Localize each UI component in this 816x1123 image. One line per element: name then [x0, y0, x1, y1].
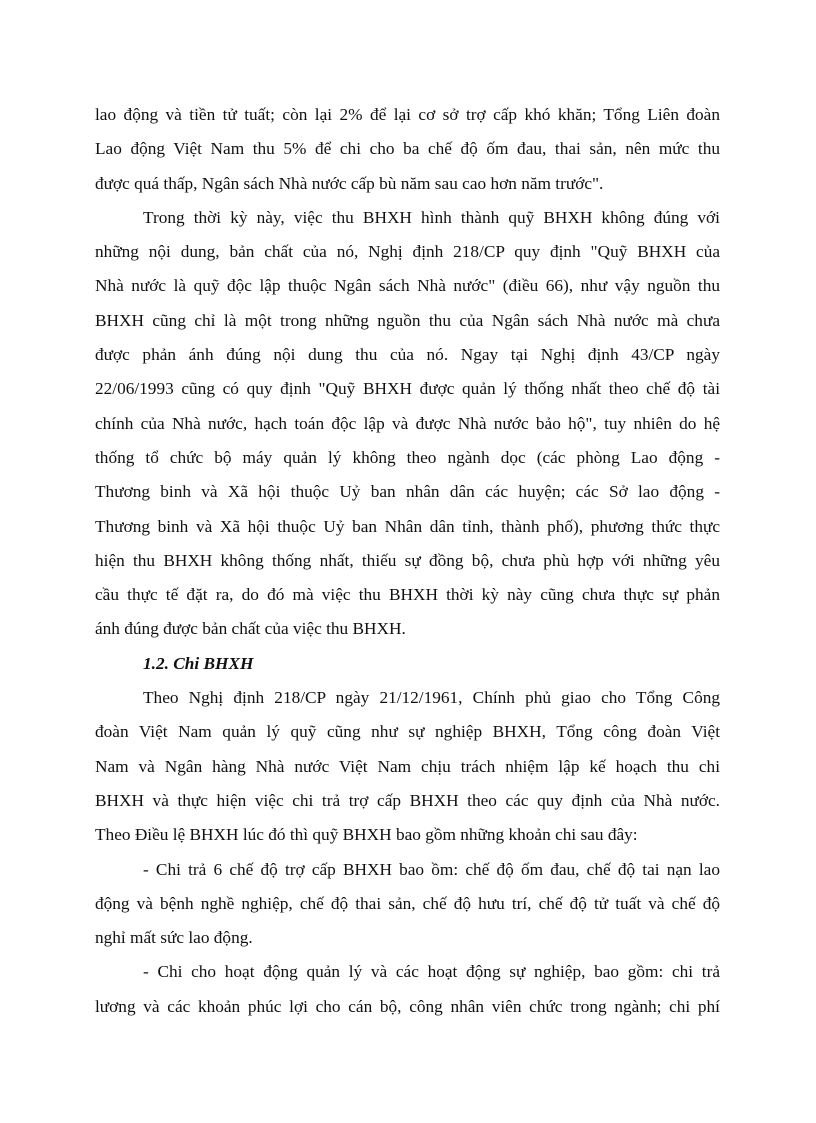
text-line: Theo Điều lệ BHXH lúc đó thì quỹ BHXH bao gồm những khoản chi sau đây:: [95, 825, 638, 845]
text-line: chính của Nhà nước, hạch toán độc lập và được Nhà nước bảo hộ", tuy nhiên do hệ: [95, 413, 720, 433]
paragraph-continuation: [95, 98, 720, 201]
text-line: BHXH và thực hiện việc chi trả trợ cấp BHXH theo các quy định của Nhà nước.: [95, 790, 720, 810]
text-line: 22/06/1993 cũng có quy định "Quỹ BHXH được quản lý thống nhất theo chế độ tài: [95, 379, 720, 399]
text-line: hiện thu BHXH không thống nhất, thiếu sự đồng bộ, chưa phù hợp với những yêu: [95, 550, 720, 570]
text-line: Thương binh và Xã hội thuộc Uỷ ban Nhân dân tỉnh, thành phố), phương thức thực: [95, 516, 720, 536]
text-line: - Chi trả 6 chế độ trợ cấp BHXH bao ồm: chế độ ốm đau, chế độ tai nạn lao: [143, 859, 720, 879]
text-line: Trong thời kỳ này, việc thu BHXH hình thành quỹ BHXH không đúng với: [143, 207, 720, 227]
text-line: ánh đúng được bản chất của việc thu BHXH.: [95, 619, 406, 639]
text-line: cầu thực tế đặt ra, do đó mà việc thu BHXH thời kỳ này cũng chưa thực sự phản: [95, 585, 720, 605]
text-line: động và bệnh nghề nghiệp, chế độ thai sản, chế độ hưu trí, chế độ tử tuất và chế độ: [95, 893, 720, 913]
section-heading: 1.2. Chi BHXH: [143, 653, 254, 673]
text-line: đoàn Việt Nam quản lý quỹ cũng như sự nghiệp BHXH, Tổng công đoàn Việt: [95, 722, 720, 742]
text-line: được quá thấp, Ngân sách Nhà nước cấp bù năm sau cao hơn năm trước".: [95, 173, 604, 193]
text-line: Thương binh và Xã hội thuộc Uỷ ban nhân dân các huyện; các Sở lao động -: [95, 482, 720, 502]
text-line: lao động và tiền tử tuất; còn lại 2% để lại cơ sở trợ cấp khó khăn; Tổng Liên đoàn: [95, 105, 720, 124]
text-line: Theo Nghị định 218/CP ngày 21/12/1961, Chính phủ giao cho Tổng Công: [143, 688, 720, 708]
text-line: được phản ánh đúng nội dung thu của nó. Ngay tại Nghị định 43/CP ngày: [95, 345, 720, 365]
text-line: BHXH cũng chỉ là một trong những nguồn thu của Ngân sách Nhà nước mà chưa: [95, 310, 720, 330]
paragraph-decree-218: [95, 681, 720, 852]
text-line: những nội dung, bản chất của nó, Nghị định 218/CP quy định "Quỹ BHXH của: [95, 242, 720, 262]
text-line: Lao động Việt Nam thu 5% để chi cho ba chế độ ốm đau, thai sản, nên mức thu: [95, 139, 720, 159]
text-line: Nam và Ngân hàng Nhà nước Việt Nam chịu trách nhiệm lập kế hoạch thu chi: [95, 756, 720, 776]
paragraph-collection-period: [95, 201, 720, 647]
text-line: thống tổ chức bộ máy quản lý không theo ngành dọc (các phòng Lao động -: [95, 447, 720, 467]
document-body: [95, 98, 720, 1024]
text-line: lương và các khoản phúc lợi cho cán bộ, công nhân viên chức trong ngành; chi phí: [95, 996, 720, 1016]
text-line: nghỉ mất sức lao động.: [95, 928, 253, 948]
text-line: - Chi cho hoạt động quản lý và các hoạt động sự nghiệp, bao gồm: chi trả: [143, 962, 720, 982]
paragraph-management-expenses: [95, 955, 720, 1024]
paragraph-benefit-regimes: [95, 853, 720, 956]
text-line: Nhà nước là quỹ độc lập thuộc Ngân sách Nhà nước" (điều 66), như vậy nguồn thu: [95, 276, 720, 296]
